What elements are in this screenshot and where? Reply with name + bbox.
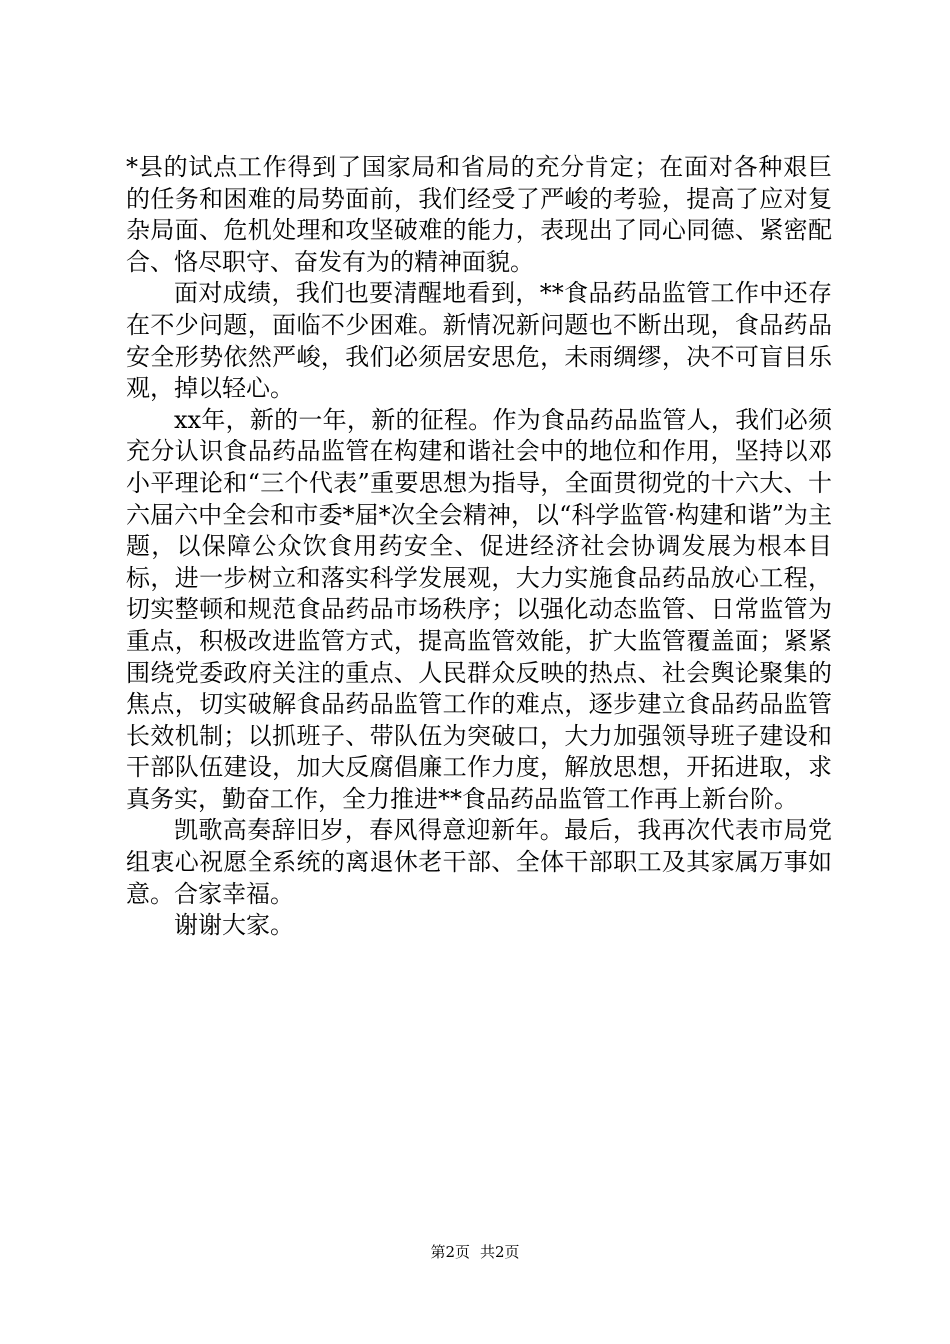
page-number-total: 共2页: [480, 1243, 520, 1261]
paragraph-greetings: 凯歌高奏辞旧岁，春风得意迎新年。最后，我再次代表市局党组衷心祝愿全系统的离退休老干部、全体干部职工及其家属万事如意。合家幸福。: [126, 816, 832, 908]
paragraph-continuation: *县的试点工作得到了国家局和省局的充分肯定；在面对各种艰巨的任务和困难的局势面前，我们经受了严峻的考验，提高了应对复杂局面、危机处理和攻坚破难的能力，表现出了同心同德、紧密配合、恪尽职守、奋发有为的精神面貌。: [126, 153, 832, 276]
paragraph-problems: 面对成绩，我们也要清醒地看到，**食品药品监管工作中还存在不少问题，面临不少困难。新情况新问题也不断出现，食品药品安全形势依然严峻，我们必须居安思危，未雨绸缪，决不可盲目乐观，掉以轻心。: [126, 279, 832, 403]
paragraph-new-year-tasks: xx年，新的一年，新的征程。作为食品药品监管人，我们必须充分认识食品药品监管在构建和谐社会中的地位和作用，坚持以邓小平理论和“三个代表”重要思想为指导，全面贯彻党的十六大、十六届六中全会和市委*届*次全会精神，以“科学监管·构建和谐”为主题，以保障公众饮食用药安全、促进经济社会协调发展为根本目标，进一步树立和落实科学发展观，大力实施食品药品放心工程，切实整顿和规范食品药品市场秩序；以强化动态监管、日常监管为重点，积极改进监管方式，提高监管效能，扩大监管覆盖面；紧紧围绕党委政府关注的重点、人民群众反映的热点、社会舆论聚集的焦点，切实破解食品药品监管工作的难点，逐步建立食品药品监管长效机制；以抓班子、带队伍为突破口，大力加强领导班子建设和干部队伍建设，加大反腐倡廉工作力度，解放思想，开拓进取，求真务实，勤奋工作，全力推进**食品药品监管工作再上新台阶。: [126, 405, 832, 813]
page-number-current: 第2页: [430, 1243, 470, 1261]
paragraph-thanks: 谢谢大家。: [174, 911, 294, 940]
page-footer: [0, 1242, 950, 1262]
document-body: [126, 152, 832, 942]
